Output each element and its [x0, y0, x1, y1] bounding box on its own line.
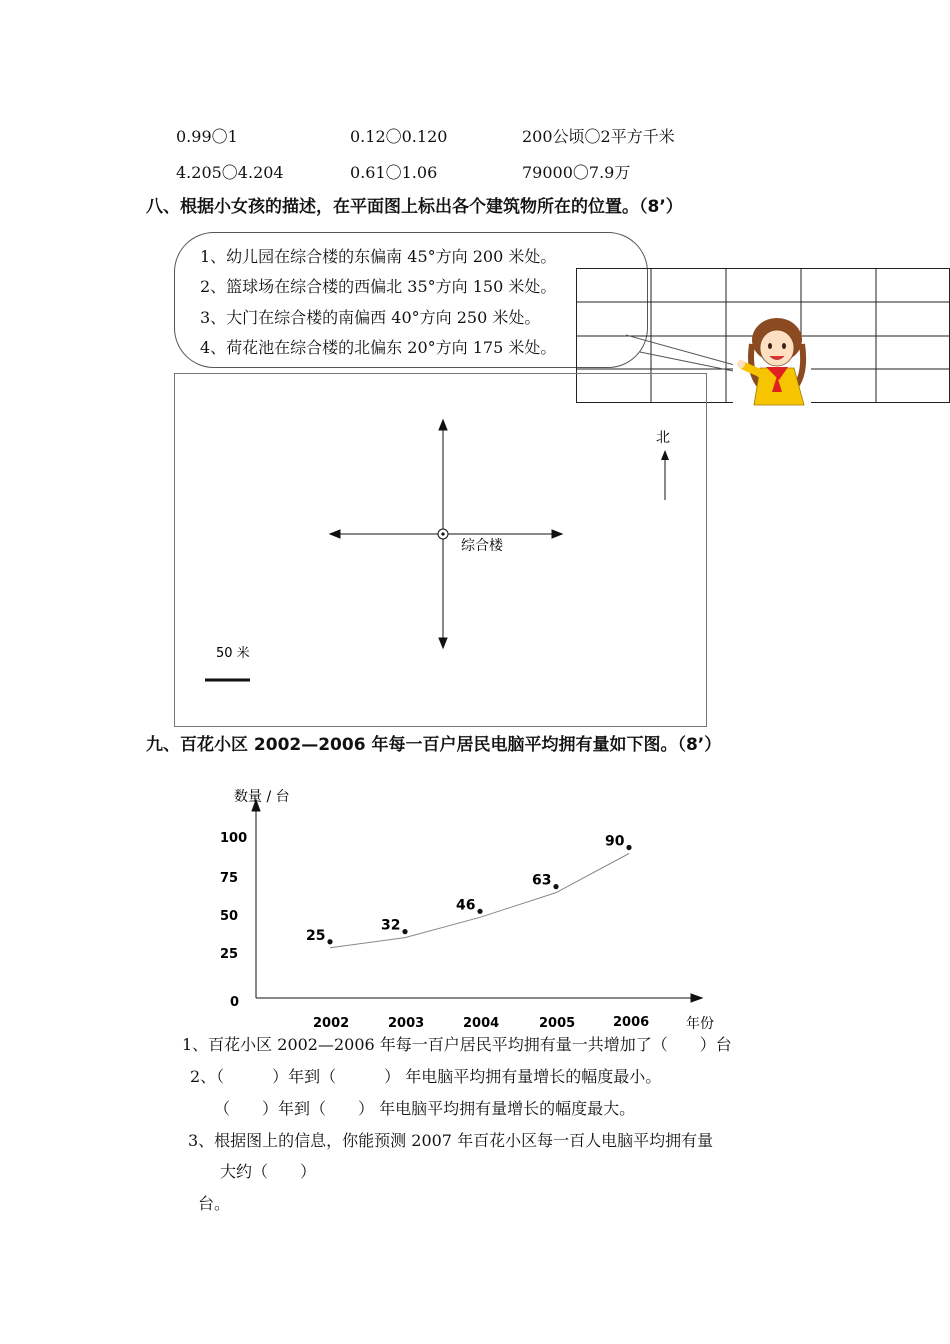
question-3b: 大约（ ）: [220, 1162, 317, 1181]
x-axis-label: 年份: [686, 1016, 714, 1032]
data-label: 63: [532, 872, 552, 889]
center-label: 综合楼: [461, 538, 503, 554]
data-point: [327, 939, 332, 944]
x-tick-label: 2002: [313, 1016, 350, 1031]
comparison-item: 0.61〇1.06: [350, 163, 438, 182]
section-8-title: 八、根据小女孩的描述，在平面图上标出各个建筑物所在的位置。（8’）: [146, 197, 683, 217]
bubble-line: 2、篮球场在综合楼的西偏北 35°方向 150 米处。: [200, 277, 557, 296]
data-point: [402, 929, 407, 934]
bubble-line: 3、大门在综合楼的南偏西 40°方向 250 米处。: [200, 308, 541, 327]
comparison-item: 4.205〇4.204: [176, 163, 284, 182]
series-line: [330, 854, 629, 948]
question-2a: 2、（ ）年到（ ） 年电脑平均拥有量增长的幅度最小。: [190, 1067, 662, 1086]
x-tick-label: 2004: [463, 1016, 500, 1031]
question-1: 1、百花小区 2002—2006 年每一百户居民平均拥有量一共增加了（ ）台: [182, 1035, 732, 1054]
comparison-item: 79000〇7.9万: [522, 163, 631, 182]
bubble-pointer: [626, 335, 738, 366]
section-9-title: 九、百花小区 2002—2006 年每一百户居民电脑平均拥有量如下图。（8’）: [146, 735, 722, 755]
north-label: 北: [656, 430, 670, 446]
grid-illustration: [0, 0, 950, 420]
data-point: [626, 845, 631, 850]
comparison-item: 0.99〇1: [176, 127, 238, 146]
question-2b: （ ）年到（ ） 年电脑平均拥有量增长的幅度最大。: [214, 1099, 636, 1118]
comparison-item: 200公顷〇2平方千米: [522, 127, 675, 146]
question-3c: 台。: [198, 1194, 231, 1213]
girl-icon: [733, 318, 811, 407]
data-point: [553, 884, 558, 889]
y-tick-label: 0: [230, 995, 240, 1010]
comparison-item: 0.12〇0.120: [350, 127, 448, 146]
x-tick-label: 2003: [388, 1016, 425, 1031]
data-label: 32: [381, 917, 401, 934]
y-tick-label: 50: [220, 909, 239, 924]
bubble-line: 1、幼儿园在综合楼的东偏南 45°方向 200 米处。: [200, 247, 557, 266]
plan-map[interactable]: [170, 370, 715, 732]
data-point: [477, 909, 482, 914]
data-label: 46: [456, 897, 476, 914]
y-tick-label: 100: [220, 831, 248, 846]
scale-label: 50 米: [216, 646, 250, 661]
x-axis-arrow-icon: [691, 994, 702, 1002]
question-3a: 3、根据图上的信息，你能预测 2007 年百花小区每一百人电脑平均拥有量: [188, 1131, 714, 1150]
bubble-line: 4、荷花池在综合楼的北偏东 20°方向 175 米处。: [200, 338, 557, 357]
x-tick-label: 2006: [613, 1015, 650, 1030]
y-tick-label: 75: [220, 871, 239, 886]
data-label: 90: [605, 833, 625, 850]
line-chart: [0, 780, 950, 1040]
y-axis-label: 数量 / 台: [234, 789, 290, 805]
x-tick-label: 2005: [539, 1016, 576, 1031]
y-tick-label: 25: [220, 947, 239, 962]
data-label: 25: [306, 927, 326, 944]
